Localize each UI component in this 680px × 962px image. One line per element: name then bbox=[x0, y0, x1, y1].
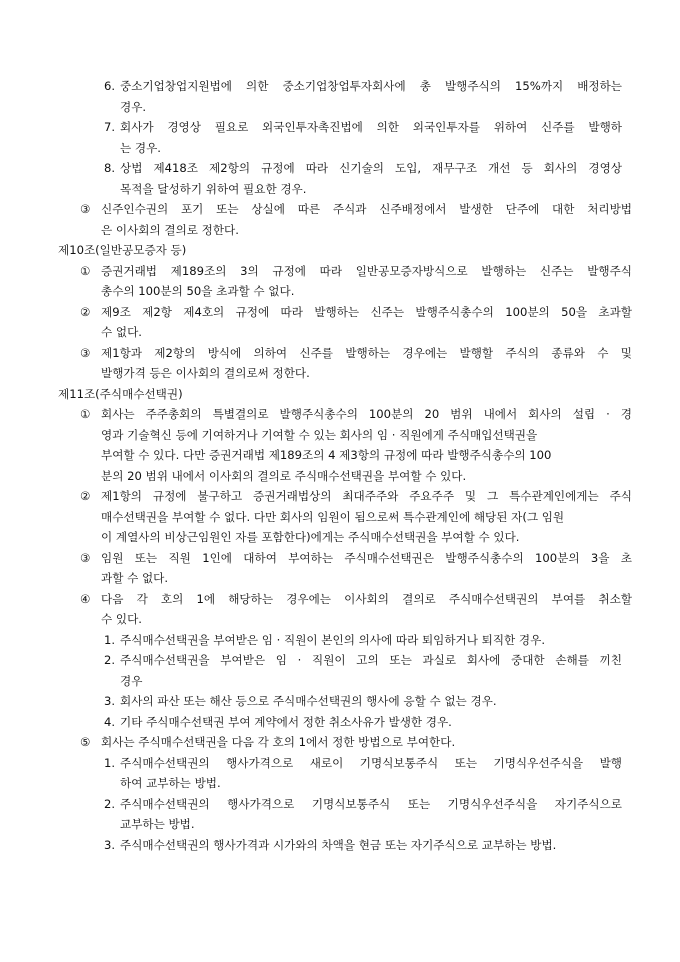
list-item bbox=[0, 691, 680, 712]
item-text: 기타 주식매수선택권 부여 계약에서 정한 취소사유가 발생한 경우. bbox=[120, 714, 452, 729]
paragraph-continuation bbox=[0, 425, 680, 446]
item-number: 3. bbox=[104, 694, 116, 708]
paragraph-mark: ② bbox=[80, 304, 91, 319]
item-number: 8. bbox=[104, 161, 116, 175]
paragraph bbox=[0, 486, 680, 507]
item-text: 회사의 파산 또는 해산 등으로 주식매수선택권의 행사에 응할 수 없는 경우. bbox=[120, 694, 497, 708]
list-item bbox=[0, 117, 680, 138]
paragraph-text: 다음 각 호의 1에 해당하는 경우에는 이사회의 결의로 주식매수선택권의 부여를 취소할 bbox=[101, 591, 632, 606]
paragraph-continuation bbox=[0, 281, 680, 302]
paragraph-text: 임원 또는 직원 1인에 대하여 부여하는 주식매수선택권은 발행주식총수의 100분의 3을 초 bbox=[101, 550, 632, 565]
paragraph bbox=[0, 302, 680, 323]
paragraph-continuation bbox=[0, 445, 680, 466]
item-text: 주식매수선택권의 행사가격과 시가와의 차액을 현금 또는 자기주식으로 교부하는 방법. bbox=[120, 837, 557, 852]
item-number: 1. bbox=[104, 632, 116, 647]
paragraph-text: 분의 20 범위 내에서 이사회의 결의로 주식매수선택권을 부여할 수 있다. bbox=[101, 468, 467, 483]
paragraph bbox=[0, 404, 680, 425]
list-item bbox=[0, 650, 680, 671]
paragraph-mark: ③ bbox=[80, 202, 91, 216]
list-item bbox=[0, 753, 680, 774]
item-text: 주식매수선택권을 부여받은 임 · 직원이 고의 또는 과실로 회사에 중대한 손해를 끼친 bbox=[120, 653, 622, 667]
item-number: 6. bbox=[104, 79, 116, 93]
paragraph bbox=[0, 548, 680, 569]
paragraph bbox=[0, 589, 680, 610]
paragraph-text: 매수선택권을 부여할 수 없다. 다만 회사의 임원이 됨으로써 특수관계인에 해당된 자(그 임원 bbox=[101, 509, 565, 524]
paragraph-mark: ③ bbox=[80, 550, 91, 565]
paragraph-text: 발행가격 등은 이사회의 결의로써 정한다. bbox=[101, 366, 310, 380]
list-item-continuation bbox=[0, 138, 680, 159]
paragraph-text: 제9조 제2항 제4호의 규정에 따라 발행하는 신주는 발행주식총수의 100분의 50을 초과할 bbox=[101, 304, 632, 319]
paragraph-text: 영과 기술혁신 등에 기여하거나 기여할 수 있는 회사의 임 · 직원에게 주식매입선택권을 bbox=[101, 427, 538, 442]
item-number: 2. bbox=[104, 796, 116, 811]
item-text: 하여 교부하는 방법. bbox=[120, 776, 221, 790]
paragraph-mark: ② bbox=[80, 489, 91, 503]
list-item-continuation bbox=[0, 97, 680, 118]
item-text: 목적을 달성하기 위하여 필요한 경우. bbox=[120, 181, 307, 196]
paragraph-mark: ③ bbox=[80, 345, 91, 360]
paragraph-continuation bbox=[0, 322, 680, 343]
paragraph-text: 총수의 100분의 50을 초과할 수 없다. bbox=[101, 284, 295, 298]
list-item-continuation bbox=[0, 671, 680, 692]
paragraph-continuation bbox=[0, 609, 680, 630]
paragraph-text: 제1항의 규정에 불구하고 증권거래법상의 최대주주와 주요주주 및 그 특수관계인에게는 주식 bbox=[101, 489, 632, 503]
article-heading bbox=[0, 384, 680, 405]
list-item bbox=[0, 712, 680, 733]
item-number: 3. bbox=[104, 837, 116, 852]
item-number: 2. bbox=[104, 653, 116, 667]
paragraph-continuation bbox=[0, 507, 680, 528]
item-text: 회사가 경영상 필요로 외국인투자촉진법에 의한 외국인투자를 위하여 신주를 발행하 bbox=[120, 120, 622, 134]
list-item bbox=[0, 835, 680, 856]
paragraph-continuation bbox=[0, 363, 680, 384]
paragraph-text: 부여할 수 있다. 다만 증권거래법 제189조의 4 제3항의 규정에 따라 발행주식총수의 100 bbox=[101, 448, 552, 462]
paragraph-text: 은 이사회의 결의로 정한다. bbox=[101, 222, 239, 237]
paragraph-text: 증권거래법 제189조의 3의 규정에 따라 일반공모증자방식으로 발행하는 신주는 발행주식 bbox=[101, 263, 632, 278]
paragraph-text: 수 있다. bbox=[101, 612, 142, 626]
paragraph-text: 회사는 주식매수선택권을 다음 각 호의 1에서 정한 방법으로 부여한다. bbox=[101, 735, 456, 749]
paragraph-mark: ④ bbox=[80, 591, 91, 606]
paragraph bbox=[0, 199, 680, 220]
list-item bbox=[0, 630, 680, 651]
item-text: 경우 bbox=[120, 673, 143, 688]
article-title: 제11조(주식매수선택권) bbox=[58, 386, 183, 401]
paragraph-continuation bbox=[0, 527, 680, 548]
paragraph-text: 이 계열사의 비상근임원인 자를 포함한다)에게는 주식매수선택권을 부여할 수 있다. bbox=[101, 530, 520, 544]
item-number: 7. bbox=[104, 120, 116, 134]
paragraph-text: 과할 수 없다. bbox=[101, 571, 169, 585]
item-text: 경우. bbox=[120, 99, 147, 114]
paragraph-continuation bbox=[0, 466, 680, 487]
item-number: 1. bbox=[104, 755, 116, 770]
paragraph-text: 신주인수권의 포기 또는 상실에 따른 주식과 신주배정에서 발생한 단주에 대한 처리방법 bbox=[101, 202, 632, 216]
paragraph-continuation bbox=[0, 220, 680, 241]
item-text: 중소기업창업지원법에 의한 중소기업창업투자회사에 총 발행주식의 15%까지 배정하는 bbox=[120, 79, 622, 93]
article-title: 제10조(일반공모증자 등) bbox=[58, 243, 187, 257]
item-text: 교부하는 방법. bbox=[120, 817, 195, 831]
item-text: 주식매수선택권을 부여받은 임 · 직원이 본인의 의사에 따라 퇴임하거나 퇴직한 경우. bbox=[120, 632, 546, 647]
article-heading bbox=[0, 240, 680, 261]
list-item-continuation bbox=[0, 773, 680, 794]
paragraph-mark: ① bbox=[80, 263, 91, 278]
item-text: 상법 제418조 제2항의 규정에 따라 신기술의 도입, 재무구조 개선 등 회사의 경영상 bbox=[120, 161, 622, 175]
paragraph bbox=[0, 261, 680, 282]
document-body bbox=[0, 76, 680, 855]
paragraph-continuation bbox=[0, 568, 680, 589]
paragraph bbox=[0, 343, 680, 364]
list-item-continuation bbox=[0, 814, 680, 835]
paragraph-mark: ⑤ bbox=[80, 735, 91, 749]
item-text: 주식매수선택권의 행사가격으로 기명식보통주식 또는 기명식우선주식을 자기주식으로 bbox=[120, 796, 622, 811]
list-item-continuation bbox=[0, 179, 680, 200]
paragraph-text: 수 없다. bbox=[101, 325, 142, 339]
paragraph bbox=[0, 732, 680, 753]
list-item bbox=[0, 794, 680, 815]
item-text: 는 경우. bbox=[120, 140, 161, 155]
paragraph-text: 회사는 주주총회의 특별결의로 발행주식총수의 100분의 20 범위 내에서 회사의 설립 · 경 bbox=[101, 407, 632, 421]
paragraph-mark: ① bbox=[80, 407, 91, 421]
list-item bbox=[0, 76, 680, 97]
list-item bbox=[0, 158, 680, 179]
item-text: 주식매수선택권의 행사가격으로 새로이 기명식보통주식 또는 기명식우선주식을 발행 bbox=[120, 755, 622, 770]
item-number: 4. bbox=[104, 714, 116, 729]
paragraph-text: 제1항과 제2항의 방식에 의하여 신주를 발행하는 경우에는 발행할 주식의 종류와 수 및 bbox=[101, 345, 632, 360]
